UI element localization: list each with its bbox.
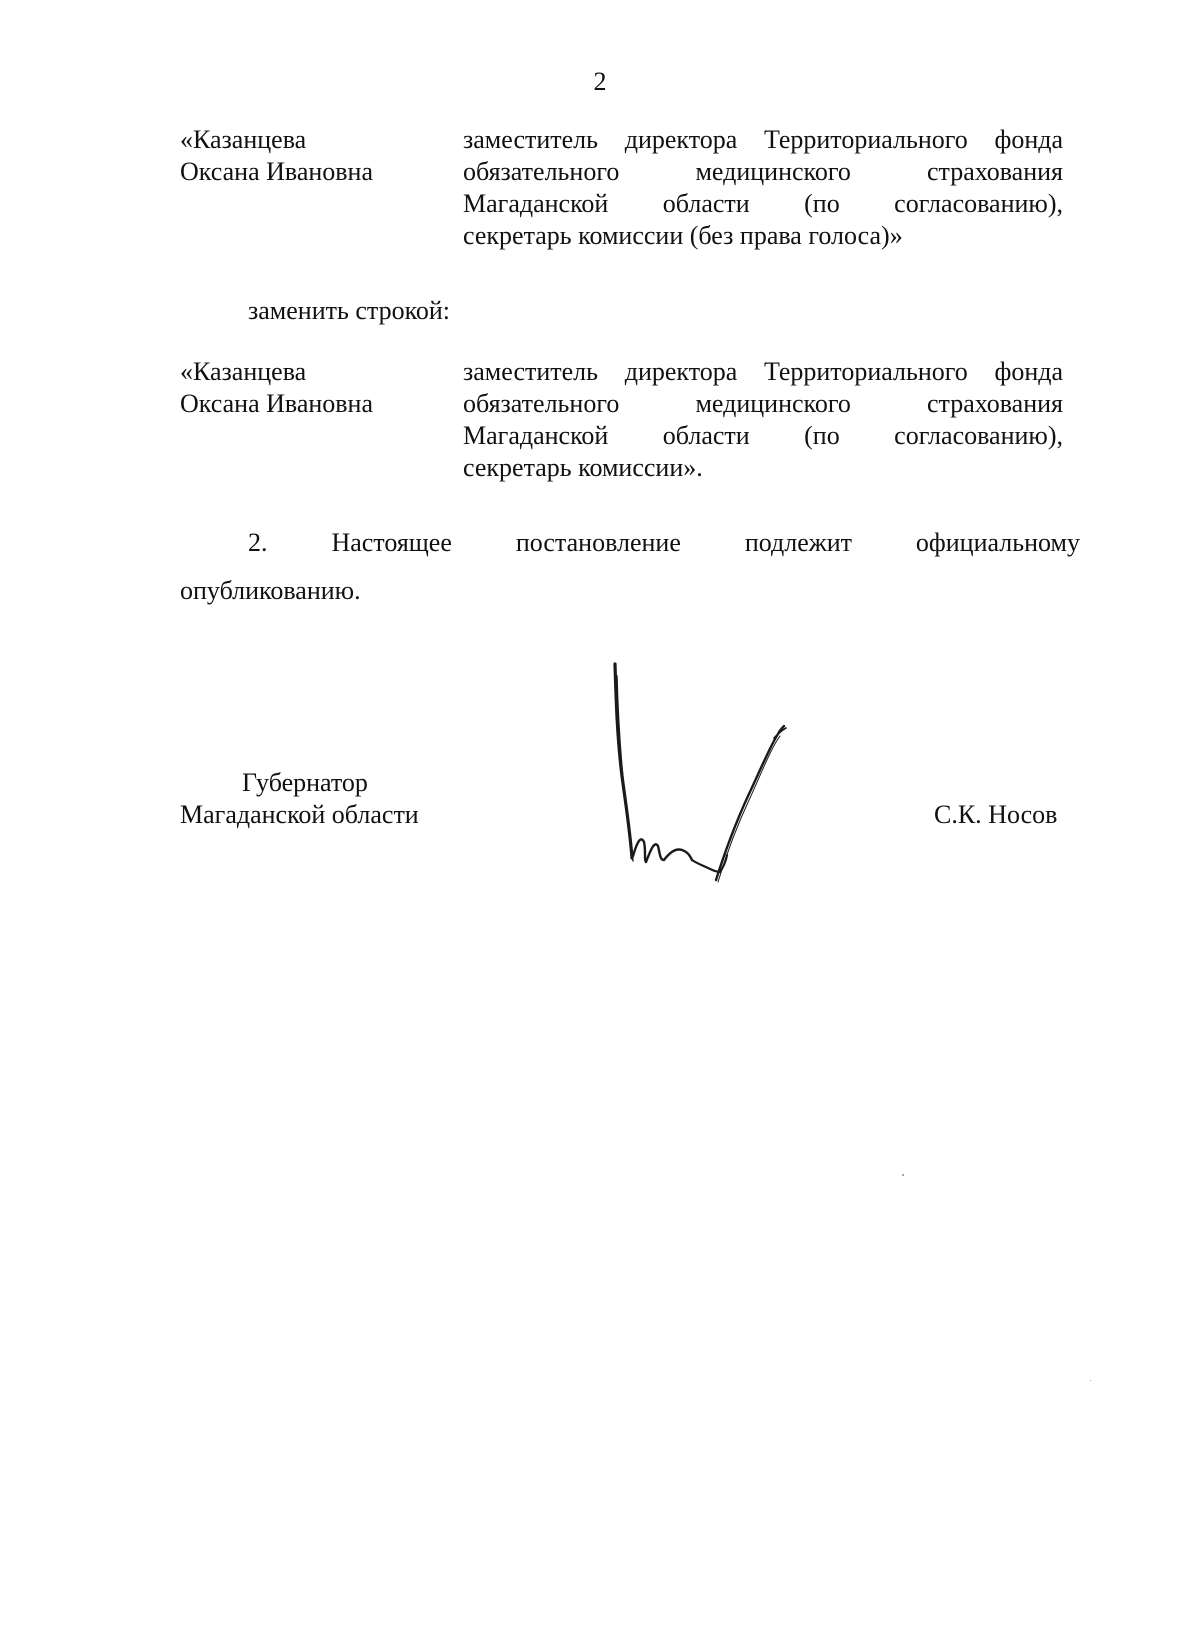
- role-line: [463, 124, 1063, 156]
- role-word: фонда: [994, 357, 1063, 386]
- signatory-title-line: Губернатор: [242, 768, 368, 797]
- member-name-line: «Казанцева: [180, 125, 307, 154]
- role-word: области: [662, 189, 750, 218]
- paragraph-word: Настоящее: [331, 528, 452, 557]
- role-line: [463, 420, 1063, 452]
- role-line: [463, 156, 1063, 188]
- member-role: [463, 356, 1063, 484]
- role-word: обязательного: [463, 157, 620, 186]
- role-word: медицинского: [695, 157, 851, 186]
- role-word: заместитель: [463, 357, 599, 386]
- member-name-line: Оксана Ивановна: [180, 157, 374, 186]
- role-word: директора: [624, 357, 738, 386]
- scan-speck: [1090, 1380, 1091, 1381]
- role-word: страхования: [926, 389, 1063, 418]
- role-word: области: [662, 421, 750, 450]
- role-word: обязательного: [463, 389, 620, 418]
- role-line: [463, 388, 1063, 420]
- role-word: Территориального: [763, 357, 968, 386]
- role-word: фонда: [994, 125, 1063, 154]
- page-number: 2: [593, 67, 607, 96]
- scan-speck: [902, 1174, 904, 1176]
- role-word: согласованию),: [894, 189, 1063, 218]
- role-word: заместитель: [463, 125, 599, 154]
- role-word: медицинского: [695, 389, 851, 418]
- handwritten-signature: [600, 656, 840, 896]
- paragraph-line: опубликованию.: [180, 576, 361, 605]
- paragraph-word: официальному: [915, 528, 1080, 557]
- member-name-line: «Казанцева: [180, 357, 307, 386]
- replace-instruction: заменить строкой:: [248, 296, 451, 325]
- role-word: директора: [624, 125, 738, 154]
- signatory-title-line: Магаданской области: [180, 800, 419, 829]
- signer-name: С.К. Носов: [934, 800, 1058, 829]
- paragraph-line: [180, 527, 1080, 559]
- member-name: [180, 356, 440, 420]
- role-word: (по: [804, 189, 840, 218]
- paragraph-word: подлежит: [744, 528, 852, 557]
- role-word: Территориального: [763, 125, 968, 154]
- role-word: страхования: [926, 157, 1063, 186]
- paragraph-word: постановление: [515, 528, 681, 557]
- role-word: согласованию),: [894, 421, 1063, 450]
- role-line: [463, 356, 1063, 388]
- role-word: (по: [804, 421, 840, 450]
- role-line: секретарь комиссии (без права голоса)»: [463, 221, 903, 250]
- paragraph-word: 2.: [248, 528, 268, 557]
- signatory-title: [180, 767, 419, 831]
- role-word: Магаданской: [463, 189, 609, 218]
- member-name-line: Оксана Ивановна: [180, 389, 374, 418]
- role-word: Магаданской: [463, 421, 609, 450]
- role-line: [463, 188, 1063, 220]
- paragraph-item-2: [180, 527, 1080, 607]
- member-name: [180, 124, 440, 188]
- member-role: [463, 124, 1063, 252]
- role-line: секретарь комиссии».: [463, 453, 703, 482]
